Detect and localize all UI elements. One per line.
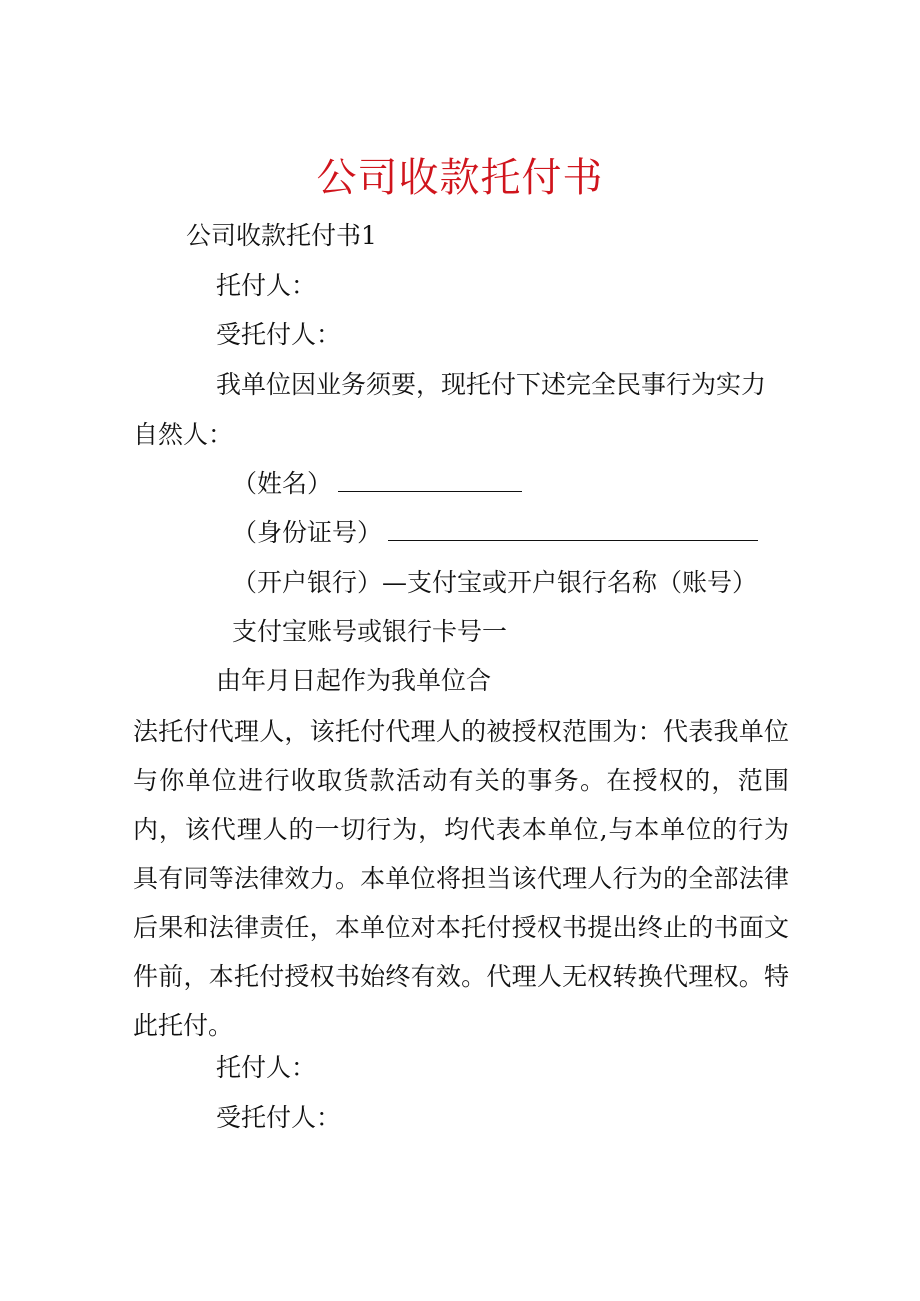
document-title: 公司收款托付书 — [316, 155, 604, 201]
document-subtitle: 公司收款托付书1 — [186, 221, 377, 250]
intro-line: 我单位因业务须要，现托付下述完全民事行为实力 — [216, 370, 767, 399]
entrustor-label: 托付人： — [216, 271, 317, 300]
entrustor-signature-label: 托付人： — [216, 1053, 317, 1082]
name-field-row — [232, 469, 522, 499]
bank-line: （开户银行）—支付宝或开户银行名称（账号） — [232, 568, 758, 597]
effective-date-line: 由年月日起作为我单位合 — [216, 666, 492, 695]
name-blank-line — [338, 469, 522, 492]
id-number-label: （身份证号） — [232, 518, 383, 547]
trustee-label: 受托付人： — [216, 320, 342, 349]
id-number-blank-line — [388, 518, 758, 541]
name-label: （姓名） — [232, 469, 333, 498]
trustee-signature-label: 受托付人： — [216, 1103, 342, 1132]
account-line: 支付宝账号或银行卡号一 — [232, 617, 508, 646]
intro-continuation: 自然人： — [133, 420, 234, 449]
authorization-body-paragraph: 法托付代理人，该托付代理人的被授权范围为：代表我单位与你单位进行收取货款活动有关的事务。在授权的，范围内，该代理人的一切行为，均代表本单位,与本单位的行为具有同等法律效力。本单位将担当该代理人行为的全部法律后果和法律责任，本单位对本托付授权书提出终止的书面文件前，本托付授权书始终有效。代理人无权转换代理权。特此托付。 — [133, 717, 789, 1040]
id-field-row — [232, 518, 758, 548]
